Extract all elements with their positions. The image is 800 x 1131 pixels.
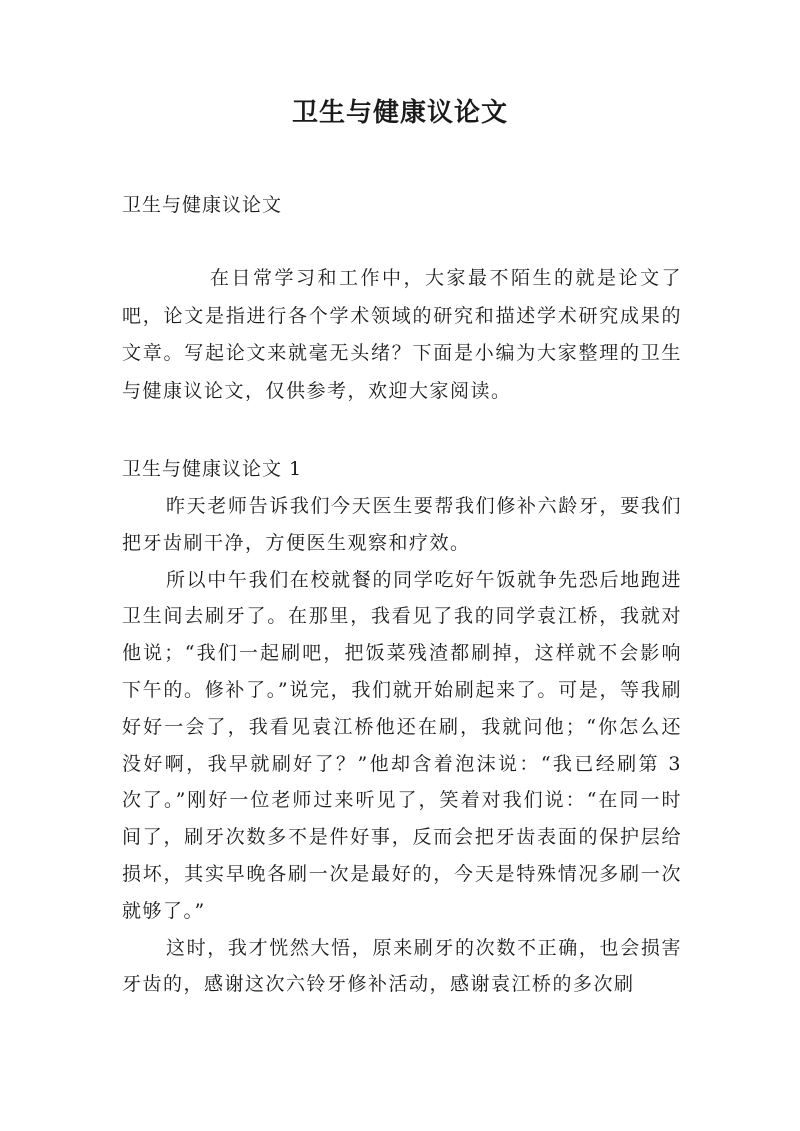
body-text [122,488,682,1003]
section-heading: 卫生与健康议论文 1 [122,458,303,480]
document-subtitle: 卫生与健康议论文 [122,194,283,216]
body-paragraph: 昨天老师告诉我们今天医生要帮我们修补六龄牙，要我们把牙齿刷干净，方便医生观察和疗效。 [122,495,682,554]
body-paragraph: 这时，我才恍然大悟，原来刷牙的次数不正确，也会损害牙齿的，感谢这次六铃牙修补活动，感谢袁江桥的多次刷 [122,936,682,996]
document-title: 卫生与健康议论文 [291,98,508,128]
body-paragraph: 所以中午我们在校就餐的同学吃好午饭就争先恐后地跑进卫生间去刷牙了。在那里，我看见了我的同学袁江桥，我就对他说；“我们一起刷吧，把饭菜残渣都刷掉，这样就不会影响下午的。修补了。”说完，我们就开始刷起来了。可是，等我刷好好一会了，我看见袁江桥他还在刷，我就问他；“你怎么还没好啊，我早就刷好了？”他却含着泡沫说：“我已经刷第 3 次了。”刚好一位老师过来听见了，笑着对我们说：“在同一时间了，刷牙次数多不是件好事，反而会把牙齿表面的保护层给损坏，其实早晚各刷一次是最好的，今天是特殊情况多刷一次就够了。” [122,568,682,922]
intro-paragraph: 在日常学习和工作中，大家最不陌生的就是论文了吧，论文是指进行各个学术领域的研究和描述学术研究成果的文章。写起论文来就毫无头绪？下面是小编为大家整理的卫生与健康议论文，仅供参考，欢迎大家阅读。 [122,267,682,402]
